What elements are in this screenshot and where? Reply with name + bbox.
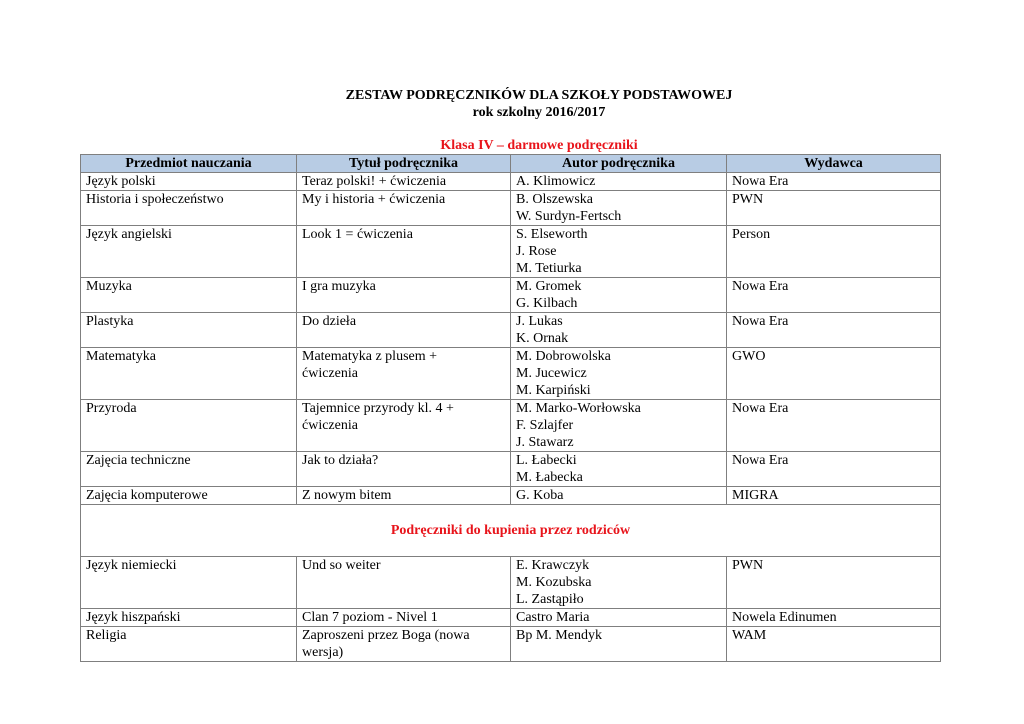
publisher-cell: Person [727, 226, 941, 278]
author-cell-line: E. Krawczyk [516, 558, 590, 573]
title-cell [297, 191, 511, 226]
author-cell-line: M. Łabecka [516, 470, 583, 485]
author-cell-line: J. Stawarz [516, 435, 574, 450]
subject-cell: Matematyka [81, 348, 297, 400]
author-cell-line: Castro Maria [516, 610, 590, 625]
title-cell-line: Matematyka z plusem + [302, 349, 438, 364]
table-row [81, 348, 941, 400]
author-cell [511, 348, 727, 400]
title-cell-line: Teraz polski! + ćwiczenia [302, 174, 447, 189]
author-cell-line: M. Kozubska [516, 575, 592, 590]
publisher-cell: Nowa Era [727, 313, 941, 348]
publisher-cell: Nowela Edinumen [727, 609, 941, 627]
subject-cell: Muzyka [81, 278, 297, 313]
publisher-cell: MIGRA [727, 487, 941, 505]
author-cell [511, 278, 727, 313]
title-cell [297, 226, 511, 278]
author-cell [511, 191, 727, 226]
author-cell [511, 557, 727, 609]
header-author: Autor podręcznika [511, 155, 727, 173]
title-cell-line: I gra muzyka [302, 279, 376, 294]
author-cell [511, 627, 727, 662]
author-cell-line: F. Szlajfer [516, 418, 574, 433]
document-title: ZESTAW PODRĘCZNIKÓW DLA SZKOŁY PODSTAWOWEJ [345, 88, 733, 103]
table-row [81, 226, 941, 278]
subject-cell: Przyroda [81, 400, 297, 452]
title-cell-line: Und so weiter [302, 558, 381, 573]
table-row [81, 627, 941, 662]
author-cell-line: M. Jucewicz [516, 366, 587, 381]
subject-cell: Zajęcia komputerowe [81, 487, 297, 505]
publisher-cell: GWO [727, 348, 941, 400]
title-cell-line: Do dzieła [302, 314, 357, 329]
free-textbooks-body [81, 173, 941, 505]
table-row [81, 609, 941, 627]
author-cell [511, 400, 727, 452]
paid-section-row [81, 505, 941, 557]
table-row [81, 191, 941, 226]
author-cell-line: W. Surdyn-Fertsch [516, 209, 622, 224]
textbook-table [80, 154, 941, 662]
title-cell-line: Look 1 = ćwiczenia [302, 227, 413, 242]
publisher-cell: PWN [727, 191, 941, 226]
author-cell-line: M. Karpiński [516, 383, 591, 398]
author-cell [511, 609, 727, 627]
title-cell-line: Zaproszeni przez Boga (nowa [302, 628, 470, 643]
author-cell-line: G. Koba [516, 488, 564, 503]
title-cell [297, 400, 511, 452]
document-subtitle: rok szkolny 2016/2017 [472, 105, 606, 120]
table-row [81, 487, 941, 505]
author-cell-line: M. Marko-Worłowska [516, 401, 641, 416]
paid-section-title: Podręczniki do kupienia przez rodziców [81, 505, 941, 557]
title-cell [297, 452, 511, 487]
author-cell [511, 313, 727, 348]
author-cell-line: M. Gromek [516, 279, 582, 294]
author-cell-line: G. Kilbach [516, 296, 578, 311]
author-cell-line: L. Łabecki [516, 453, 577, 468]
table-row [81, 313, 941, 348]
title-cell [297, 173, 511, 191]
title-cell [297, 609, 511, 627]
table-row [81, 400, 941, 452]
author-cell-line: Bp M. Mendyk [516, 628, 602, 643]
title-cell-line: ćwiczenia [302, 366, 358, 381]
author-cell [511, 226, 727, 278]
title-cell-line: wersja) [302, 645, 344, 660]
author-cell-line: A. Klimowicz [516, 174, 596, 189]
table-row [81, 278, 941, 313]
author-cell-line: J. Rose [516, 244, 557, 259]
title-cell [297, 278, 511, 313]
subject-cell: Język polski [81, 173, 297, 191]
author-cell-line: M. Tetiurka [516, 261, 582, 276]
author-cell-line: S. Elseworth [516, 227, 588, 242]
subject-cell: Historia i społeczeństwo [81, 191, 297, 226]
author-cell-line: B. Olszewska [516, 192, 593, 207]
title-cell-line: Clan 7 poziom - Nivel 1 [302, 610, 438, 625]
subject-cell: Zajęcia techniczne [81, 452, 297, 487]
title-cell-line: My i historia + ćwiczenia [302, 192, 446, 207]
title-cell-line: Tajemnice przyrody kl. 4 + [302, 401, 454, 416]
section-title: Klasa IV – darmowe podręczniki [440, 138, 638, 153]
paid-textbooks-body [81, 557, 941, 662]
table-header-row [81, 155, 941, 173]
publisher-cell: Nowa Era [727, 278, 941, 313]
author-cell-line: L. Zastąpiło [516, 592, 584, 607]
title-cell-line: Z nowym bitem [302, 488, 392, 503]
subject-cell: Plastyka [81, 313, 297, 348]
title-cell-line: ćwiczenia [302, 418, 358, 433]
title-cell [297, 348, 511, 400]
title-cell-line: Jak to działa? [302, 453, 379, 468]
table-row [81, 557, 941, 609]
table-row [81, 173, 941, 191]
title-cell [297, 627, 511, 662]
publisher-cell: Nowa Era [727, 452, 941, 487]
title-cell [297, 313, 511, 348]
author-cell [511, 487, 727, 505]
subject-cell: Język hiszpański [81, 609, 297, 627]
title-cell [297, 557, 511, 609]
header-publisher: Wydawca [727, 155, 941, 173]
author-cell-line: J. Lukas [516, 314, 563, 329]
header-title: Tytuł podręcznika [297, 155, 511, 173]
subject-cell: Język niemiecki [81, 557, 297, 609]
author-cell-line: K. Ornak [516, 331, 569, 346]
author-cell-line: M. Dobrowolska [516, 349, 611, 364]
header-subject: Przedmiot nauczania [81, 155, 297, 173]
publisher-cell: Nowa Era [727, 400, 941, 452]
subject-cell: Język angielski [81, 226, 297, 278]
table-row [81, 452, 941, 487]
author-cell [511, 173, 727, 191]
paid-section-body [81, 505, 941, 557]
publisher-cell: Nowa Era [727, 173, 941, 191]
author-cell [511, 452, 727, 487]
subject-cell: Religia [81, 627, 297, 662]
publisher-cell: PWN [727, 557, 941, 609]
publisher-cell: WAM [727, 627, 941, 662]
title-cell [297, 487, 511, 505]
